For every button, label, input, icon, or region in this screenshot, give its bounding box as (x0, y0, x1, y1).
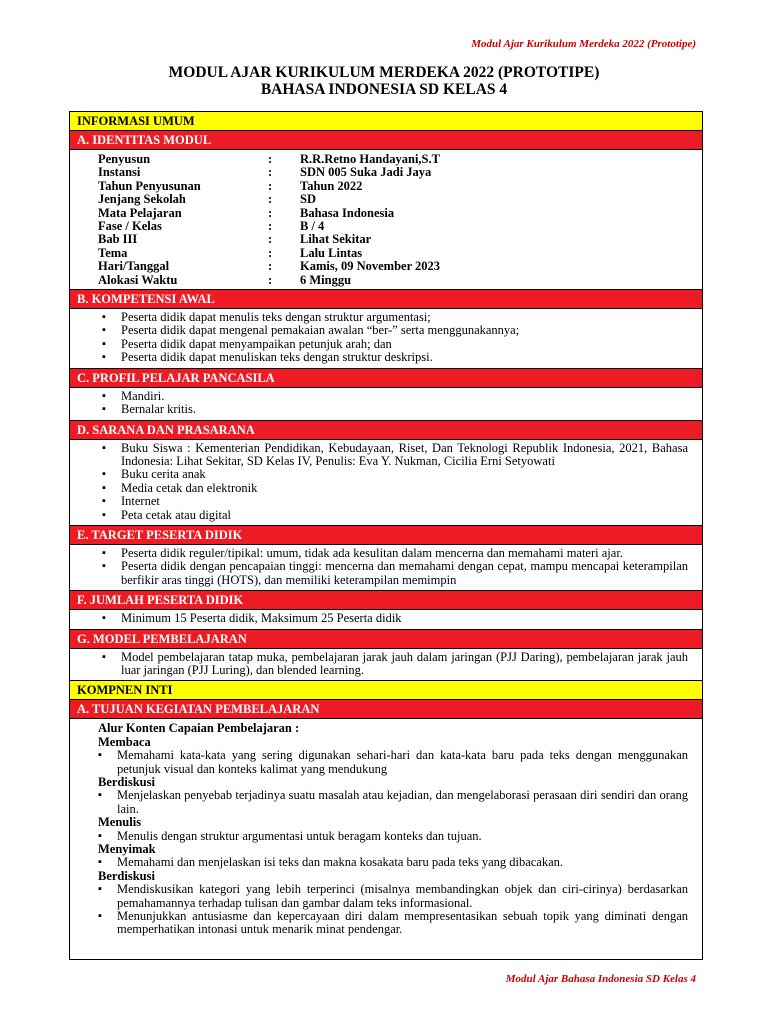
section-sarana-prasarana: D. SARANA DAN PRASARANA (70, 421, 702, 440)
list-item: ▪ Minimum 15 Peserta didik, Maksimum 25 Peserta didik (102, 612, 688, 625)
section-jumlah-peserta-didik: F. JUMLAH PESERTA DIDIK (70, 591, 702, 610)
model-pembelajaran-content (70, 649, 702, 682)
group-label: Menyimak (98, 842, 156, 857)
list-item: ▪ Buku cerita anak (102, 468, 688, 481)
list-item: ▪ Menulis dengan struktur argumentasi untuk beragam konteks dan tujuan. (98, 830, 688, 843)
group-label: Berdiskusi (98, 868, 155, 883)
list-item: ▪ Peserta didik dapat menulis teks dengan struktur argumentasi; (102, 311, 688, 324)
list-item: ▪ Internet (102, 495, 688, 508)
section-komponen-inti: KOMPNEN INTI (70, 681, 702, 700)
title-line-1: MODUL AJAR KURIKULUM MERDEKA 2022 (PROTOTIPE) (168, 64, 600, 81)
section-kompetensi-awal: B. KOMPETENSI AWAL (70, 290, 702, 309)
group-label: Membaca (98, 734, 151, 749)
kompetensi-awal-content (70, 309, 702, 369)
module-table (69, 111, 703, 960)
identitas-row: Tahun Penyusunan : Tahun 2022 (98, 178, 363, 193)
identitas-row: Fase / Kelas : B / 4 (98, 219, 325, 234)
list-item: ▪ Peserta didik dengan pencapaian tinggi: mencerna dan memahami dengan cepat, mampu mencapai keterampilan berfikir aras tinggi (HOTS), dan memiliki keterampilan memimpin (102, 560, 688, 587)
identitas-row: Instansi : SDN 005 Suka Jadi Jaya (98, 165, 432, 180)
group-label: Berdiskusi (98, 775, 155, 789)
list-item: ▪ Mandiri. (102, 390, 688, 403)
identitas-row: Bab III : Lihat Sekitar (98, 232, 372, 247)
tujuan-kegiatan-content (70, 719, 702, 941)
identitas-row: Mata Pelajaran : Bahasa Indonesia (98, 205, 395, 220)
profil-pancasila-content (70, 388, 702, 421)
jumlah-peserta-didik-content (70, 610, 702, 629)
alur-konten-label: Alur Konten Capaian Pembelajaran : (98, 721, 300, 736)
group-label: Menulis (98, 815, 142, 830)
sarana-prasarana-content (70, 440, 702, 526)
title-line-2: BAHASA INDONESIA SD KELAS 4 (260, 81, 508, 98)
list-item: ▪ Peserta didik dapat mengenal pemakaian awalan “ber-” serta menggunakannya; (102, 324, 688, 337)
identitas-row: Hari/Tanggal : Kamis, 09 November 2023 (98, 259, 441, 274)
section-model-pembelajaran: G. MODEL PEMBELAJARAN (70, 630, 702, 649)
list-item: ▪ Memahami dan menjelaskan isi teks dan makna kosakata baru pada teks yang dibacakan. (98, 856, 688, 869)
list-item: ▪ Media cetak dan elektronik (102, 482, 688, 495)
list-item: ▪ Bernalar kritis. (102, 403, 688, 416)
list-item: ▪ Peserta didik dapat menyampaikan petunjuk arah; dan (102, 338, 688, 351)
list-item: ▪ Memahami kata-kata yang sering digunakan sehari-hari dan kata-kata baru pada teks dengan menggunakan petunjuk visual dan konteks kalimat yang mendukung (98, 749, 688, 776)
identitas-row: Tema : Lalu Lintas (98, 245, 363, 260)
section-informasi-umum: INFORMASI UMUM (70, 112, 702, 131)
list-item: ▪ Buku Siswa : Kementerian Pendidikan, Kebudayaan, Riset, Dan Teknologi Republik Indonesia, 2021, Bahasa Indonesia: Lihat Sekitar, SD Kelas IV, Penulis: Eva Y. Nukman, Cicilia Erni Setyowati (102, 442, 688, 469)
list-item: ▪ Mendiskusikan kategori yang lebih terperinci (misalnya membandingkan objek dan ciri-cirinya) berdasarkan pemahamannya terhadap tulisan dan gambar dalam teks informasional. (98, 883, 688, 910)
identitas-row: Alokasi Waktu : 6 Minggu (98, 272, 352, 287)
list-item: ▪ Model pembelajaran tatap muka, pembelajaran jarak jauh dalam jaringan (PJJ Daring), pembelajaran jarak jauh luar jaringan (PJJ Luring), dan blended learning. (102, 651, 688, 678)
list-item: ▪ Peserta didik dapat menuliskan teks dengan struktur deskripsi. (102, 351, 688, 364)
identitas-row: Jenjang Sekolah : SD (98, 192, 316, 207)
list-item: ▪ Peserta didik reguler/tipikal: umum, tidak ada kesulitan dalam mencerna dan memahami materi ajar. (102, 547, 688, 560)
section-profil-pancasila: C. PROFIL PELAJAR PANCASILA (70, 369, 702, 388)
section-tujuan-kegiatan: A. TUJUAN KEGIATAN PEMBELAJARAN (70, 700, 702, 719)
running-footer: Modul Ajar Bahasa Indonesia SD Kelas 4 (505, 973, 696, 985)
section-target-peserta-didik: E. TARGET PESERTA DIDIK (70, 526, 702, 545)
identitas-table (70, 150, 702, 290)
target-peserta-didik-content (70, 545, 702, 591)
section-identitas-modul: A. IDENTITAS MODUL (70, 131, 702, 150)
identitas-row: Penyusun : R.R.Retno Handayani,S.T (98, 152, 440, 166)
list-item: ▪ Peta cetak atau digital (102, 509, 688, 522)
list-item: ▪ Menjelaskan penyebab terjadinya suatu masalah atau kejadian, dan mengelaborasi perasaan diri sendiri dan orang lain. (98, 789, 688, 816)
document-title (0, 64, 768, 98)
running-header: Modul Ajar Kurikulum Merdeka 2022 (Prototipe) (471, 38, 696, 50)
list-item: ▪ Menunjukkan antusiasme dan kepercayaan diri dalam mempresentasikan sebuah topik yang diminati dengan memperhatikan intonasi untuk menarik minat pendengar. (98, 910, 688, 937)
